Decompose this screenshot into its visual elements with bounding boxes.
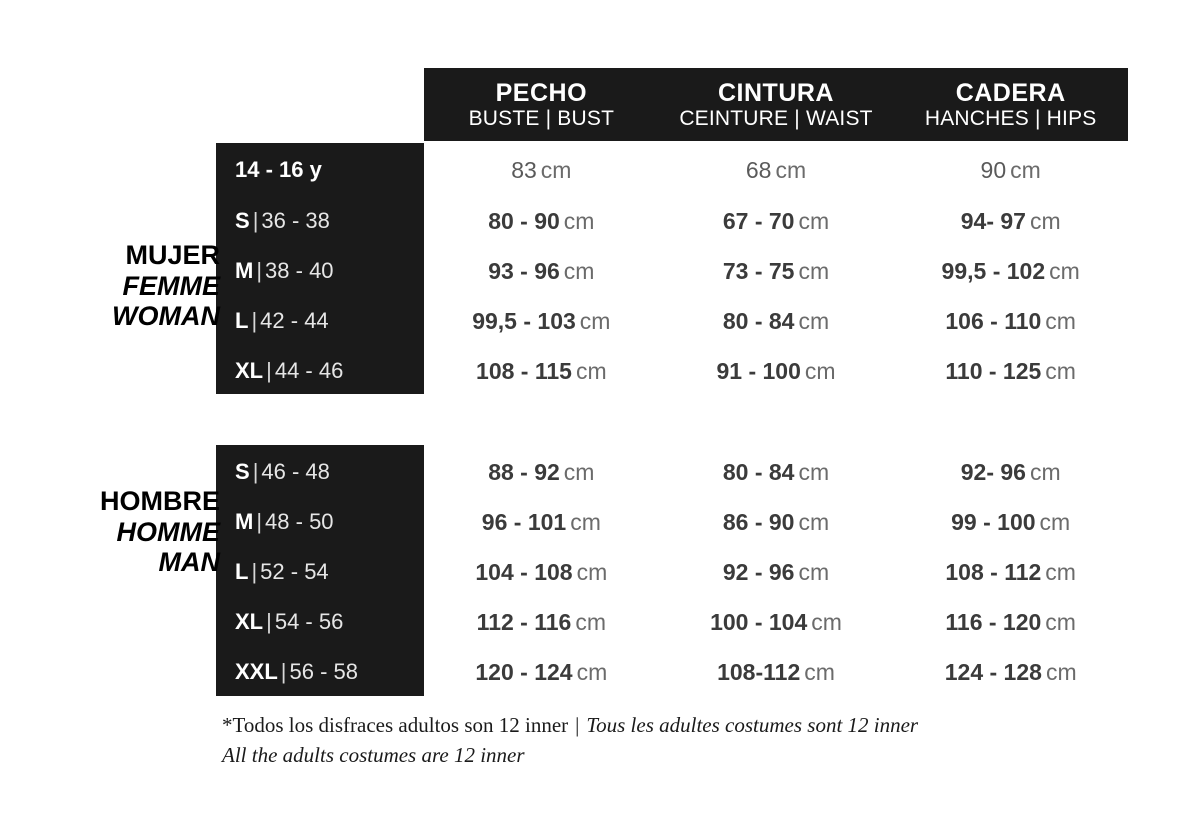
header-hips-main: CADERA	[955, 78, 1066, 107]
header-waist-main: CINTURA	[718, 78, 834, 107]
cell-waist	[659, 609, 894, 636]
footnote	[222, 710, 1122, 771]
chest-value: 93 - 96	[488, 257, 560, 284]
cell-chest	[424, 308, 659, 335]
row-size-label	[216, 609, 424, 635]
chest-value: 108 - 115	[476, 357, 572, 384]
size-code: XL	[235, 358, 264, 383]
size-separator: |	[256, 509, 263, 534]
waist-unit: cm	[811, 608, 842, 635]
footnote-fr: Tous les adultes costumes sont 12 inner	[586, 713, 919, 737]
hips-value: 124 - 128	[944, 658, 1042, 685]
waist-value: 73 - 75	[722, 257, 795, 284]
hips-value: 92- 96	[960, 458, 1026, 485]
group-label-men	[30, 486, 220, 578]
cell-chest	[424, 559, 659, 586]
chest-unit: cm	[563, 257, 595, 284]
waist-unit: cm	[798, 307, 830, 334]
hips-value: 94- 97	[960, 207, 1026, 234]
group-label-men-line-3: MAN	[158, 547, 220, 577]
group-label-women-line-1: MUJER	[125, 240, 220, 270]
size-separator: |	[280, 659, 287, 684]
size-code: L	[235, 308, 249, 333]
hips-value: 106 - 110	[945, 307, 1042, 334]
size-range: 48 - 50	[265, 509, 334, 534]
row-size-label	[216, 559, 424, 585]
size-range: 56 - 58	[289, 659, 359, 684]
header-column-hips	[893, 79, 1128, 131]
waist-unit: cm	[775, 156, 807, 183]
header-column-waist	[659, 79, 894, 131]
chest-value: 96 - 101	[481, 508, 567, 535]
hips-unit: cm	[1045, 307, 1076, 334]
chest-value: 80 - 90	[488, 207, 560, 234]
cell-chest	[424, 358, 659, 385]
size-code: S	[235, 208, 250, 233]
waist-unit: cm	[804, 357, 836, 384]
chest-unit: cm	[540, 156, 572, 183]
cell-hips	[893, 559, 1128, 586]
size-range: 42 - 44	[260, 308, 329, 333]
cell-waist	[659, 358, 894, 385]
waist-value: 86 - 90	[722, 508, 795, 535]
chest-value: 83	[511, 156, 537, 183]
size-separator: |	[252, 459, 259, 484]
row-size-label	[216, 459, 424, 485]
table-row	[216, 145, 1128, 195]
waist-value: 108-112	[717, 658, 801, 685]
table-row	[216, 647, 1128, 697]
chest-value: 104 - 108	[475, 558, 573, 585]
size-code: L	[235, 559, 249, 584]
hips-unit: cm	[1049, 257, 1080, 284]
cell-chest	[424, 157, 659, 184]
size-range: 46 - 48	[261, 459, 330, 484]
waist-value: 91 - 100	[716, 357, 801, 384]
waist-value: 100 - 104	[710, 608, 808, 635]
cell-hips	[893, 157, 1128, 184]
chest-unit: cm	[575, 608, 606, 635]
size-code: M	[235, 509, 254, 534]
table-row	[216, 196, 1128, 246]
size-separator: |	[266, 609, 272, 634]
cell-waist	[659, 559, 894, 586]
waist-unit: cm	[798, 558, 830, 585]
chest-value: 99,5 - 103	[472, 307, 576, 334]
hips-value: 99 - 100	[951, 508, 1036, 535]
cell-chest	[424, 459, 659, 486]
hips-unit: cm	[1045, 608, 1076, 635]
waist-value: 67 - 70	[722, 207, 795, 234]
hips-unit: cm	[1045, 357, 1076, 384]
group-label-women-line-3: WOMAN	[112, 301, 220, 331]
table-row	[216, 547, 1128, 597]
waist-unit: cm	[798, 207, 830, 234]
cell-chest	[424, 258, 659, 285]
size-range: 36 - 38	[261, 208, 330, 233]
cell-chest	[424, 208, 659, 235]
size-code: XXL	[235, 659, 278, 684]
cell-waist	[659, 208, 894, 235]
chest-unit: cm	[579, 307, 611, 334]
row-size-label	[216, 308, 424, 334]
row-size-label	[216, 157, 424, 183]
measurement-header-band	[424, 68, 1128, 141]
waist-value: 80 - 84	[722, 307, 795, 334]
size-code: 14 - 16 y	[235, 157, 322, 182]
table-row	[216, 497, 1128, 547]
size-code: XL	[235, 609, 264, 634]
footnote-separator: |	[575, 713, 580, 737]
cell-hips	[893, 208, 1128, 235]
size-separator: |	[266, 358, 272, 383]
size-separator: |	[256, 258, 263, 283]
size-separator	[322, 157, 328, 182]
row-size-label	[216, 208, 424, 234]
waist-value: 68	[745, 156, 772, 183]
cell-waist	[659, 459, 894, 486]
waist-unit: cm	[798, 508, 830, 535]
cell-hips	[893, 258, 1128, 285]
chest-unit: cm	[575, 357, 607, 384]
cell-hips	[893, 509, 1128, 536]
chest-unit: cm	[563, 458, 595, 485]
footnote-es: *Todos los disfraces adultos son 12 inner	[222, 713, 569, 737]
header-hips-sub: HANCHES | HIPS	[924, 106, 1097, 130]
waist-unit: cm	[798, 257, 830, 284]
table-row	[216, 296, 1128, 346]
row-size-label	[216, 258, 424, 284]
footnote-en: All the adults costumes are 12 inner	[222, 743, 525, 768]
header-chest-main: PECHO	[495, 78, 588, 107]
group-label-women	[30, 240, 220, 332]
chest-unit: cm	[563, 207, 595, 234]
hips-unit: cm	[1029, 207, 1061, 234]
size-range: 44 - 46	[274, 358, 344, 383]
cell-waist	[659, 157, 894, 184]
cell-hips	[893, 459, 1128, 486]
waist-unit: cm	[798, 458, 830, 485]
hips-unit: cm	[1039, 508, 1071, 535]
header-chest-sub: BUSTE | BUST	[468, 106, 615, 130]
header-column-chest	[424, 79, 659, 131]
table-row	[216, 346, 1128, 396]
hips-unit: cm	[1045, 658, 1077, 685]
hips-unit: cm	[1029, 458, 1061, 485]
group-label-men-line-1: HOMBRE	[100, 486, 220, 516]
group-label-women-line-2: FEMME	[122, 270, 220, 301]
cell-chest	[424, 659, 659, 686]
row-size-label	[216, 358, 424, 384]
table-row	[216, 246, 1128, 296]
chest-value: 120 - 124	[475, 658, 573, 685]
hips-value: 108 - 112	[945, 558, 1042, 585]
size-range: 54 - 56	[274, 609, 344, 634]
cell-hips	[893, 358, 1128, 385]
size-separator: |	[251, 308, 258, 333]
hips-value: 110 - 125	[945, 357, 1042, 384]
size-range: 38 - 40	[265, 258, 334, 283]
hips-value: 99,5 - 102	[941, 257, 1046, 284]
cell-hips	[893, 609, 1128, 636]
header-waist-sub: CEINTURE | WAIST	[679, 106, 873, 130]
size-separator: |	[252, 208, 259, 233]
size-separator: |	[251, 559, 258, 584]
hips-value: 90	[980, 156, 1007, 183]
chest-value: 88 - 92	[488, 458, 560, 485]
waist-value: 92 - 96	[722, 558, 795, 585]
row-size-label	[216, 659, 424, 685]
chest-unit: cm	[570, 508, 601, 535]
chest-unit: cm	[576, 558, 608, 585]
chest-unit: cm	[576, 658, 608, 685]
chest-value: 112 - 116	[476, 608, 572, 635]
size-code: S	[235, 459, 250, 484]
table-row	[216, 447, 1128, 497]
cell-waist	[659, 659, 894, 686]
size-range: 52 - 54	[260, 559, 329, 584]
size-code: M	[235, 258, 254, 283]
hips-unit: cm	[1045, 558, 1076, 585]
cell-hips	[893, 308, 1128, 335]
waist-value: 80 - 84	[722, 458, 795, 485]
cell-hips	[893, 659, 1128, 686]
cell-waist	[659, 509, 894, 536]
cell-waist	[659, 258, 894, 285]
group-label-men-line-2: HOMME	[116, 516, 220, 547]
hips-value: 116 - 120	[945, 608, 1042, 635]
cell-waist	[659, 308, 894, 335]
hips-unit: cm	[1010, 156, 1041, 183]
table-row	[216, 597, 1128, 647]
waist-unit: cm	[804, 658, 835, 685]
cell-chest	[424, 509, 659, 536]
cell-chest	[424, 609, 659, 636]
row-size-label	[216, 509, 424, 535]
